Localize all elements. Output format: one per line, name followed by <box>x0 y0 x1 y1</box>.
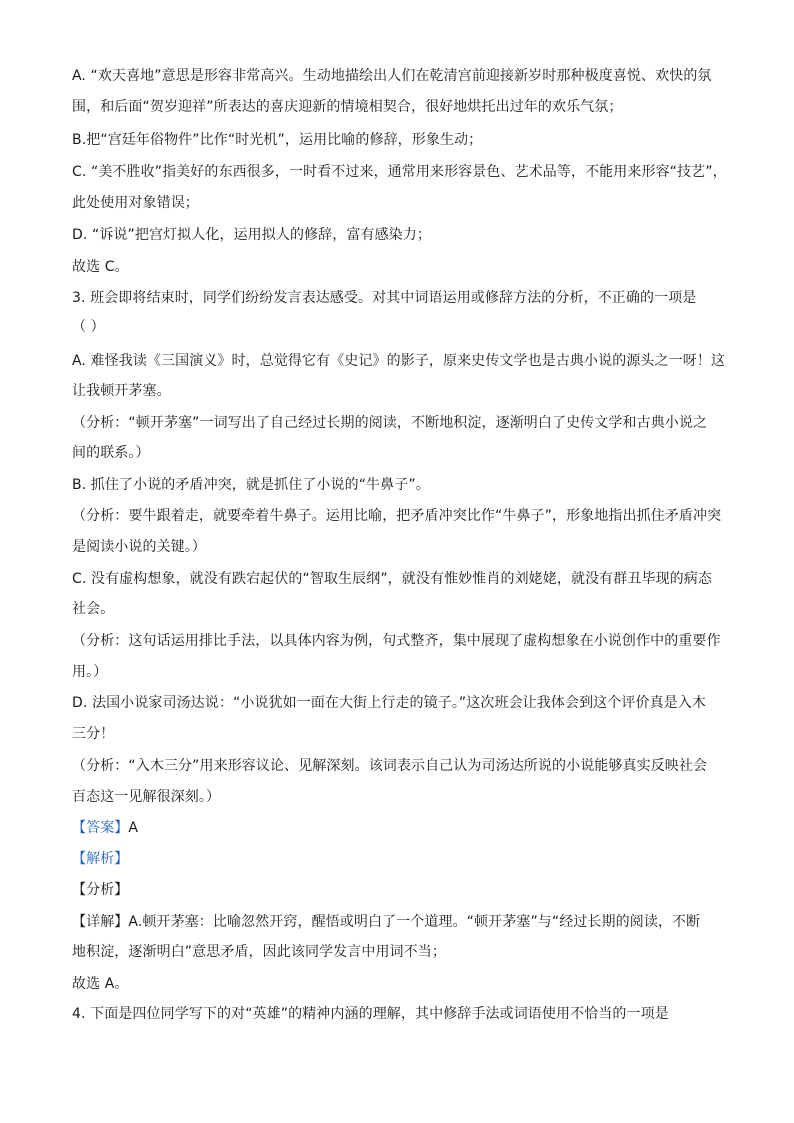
text-line: 三分！ <box>72 726 115 742</box>
text-line: 间的联系。） <box>72 445 150 461</box>
conclusion-line: 故选 A。 <box>72 976 129 992</box>
detail-text: A.顿开茅塞：比喻忽然开窍，醒悟或明白了一个道理。“顿开茅塞”与“经过长期的阅读，不断 <box>128 914 701 930</box>
option-a: A. 难怪我读《三国演义》时，总觉得它有《史记》的影子，原来史传文学也是古典小说的源头之一呀！这 <box>72 353 726 369</box>
question-4-stem: 4. 下面是四位同学写下的对“英雄”的精神内涵的理解，其中修辞手法或词语使用不恰当的一项是 <box>72 1006 669 1022</box>
text-line: D. “诉说”把宫灯拟人化，运用拟人的修辞，富有感染力； <box>72 227 431 243</box>
text-line: 是阅读小说的关键。） <box>72 539 206 555</box>
detail-tag: 【详解】 <box>72 914 129 930</box>
option-c: C. 没有虚构想象，就没有跌宕起伏的“智取生辰纲”，就没有惟妙惟肖的刘姥姥，就没有群丑毕现的病态 <box>72 571 712 587</box>
text-line: B.把“宫廷年俗物件”比作“时光机”，运用比喻的修辞，形象生动； <box>72 132 483 148</box>
question-3-stem: 3. 班会即将结束时，同学们纷纷发言表达感受。对其中词语运用或修辞方法的分析，不正确的一项是 <box>72 290 697 306</box>
fenxi-line <box>72 880 128 900</box>
answer-value: A <box>128 820 139 836</box>
option-d: D. 法国小说家司汤达说：“小说犹如一面在大街上行走的镜子。”这次班会让我体会到这个评价真是入木 <box>72 695 706 711</box>
text-line: 围，和后面“贺岁迎祥”所表达的喜庆迎新的情境相契合，很好地烘托出过年的欢乐气氛； <box>72 99 623 115</box>
text-line: C. “美不胜收”指美好的东西很多，一时看不过来，通常用来形容景色、艺术品等，不能用来形容“技艺”， <box>72 164 727 180</box>
detail-line <box>72 912 700 932</box>
text-line: （分析：“入木三分”用来形容议论、见解深刻。该词表示自己认为司汤达所说的小说能够真实反映社会 <box>72 758 708 774</box>
text-line: 社会。 <box>72 601 115 617</box>
option-b: B. 抓住了小说的矛盾冲突，就是抓住了小说的“牛鼻子”。 <box>72 477 430 493</box>
text-line: （分析：这句话运用排比手法，以具体内容为例，句式整齐，集中展现了虚构想象在小说创作中的重要作 <box>72 633 721 649</box>
text-line: A. “欢天喜地”意思是形容非常高兴。生动地描绘出人们在乾清宫前迎接新岁时那种极度喜悦、欢快的氛 <box>72 68 712 84</box>
text-line: 此处使用对象错误； <box>72 195 199 211</box>
analysis-tag: 【解析】 <box>72 851 129 867</box>
analysis-line <box>72 849 128 869</box>
fenxi-tag: 【分析】 <box>72 882 129 898</box>
answer-line <box>72 818 138 838</box>
answer-tag: 【答案】 <box>72 820 129 836</box>
text-line: （分析：“顿开茅塞”一词写出了自己经过长期的阅读，不断地积淀，逐渐明白了史传文学和古典小说之 <box>72 415 708 431</box>
text-line: （分析：要牛跟着走，就要牵着牛鼻子。运用比喻，把矛盾冲突比作“牛鼻子”，形象地指出抓住矛盾冲突 <box>72 508 722 524</box>
answer-blank: （ ） <box>72 319 105 335</box>
text-line: 让我顿开茅塞。 <box>72 383 171 399</box>
text-line: 用。） <box>72 664 108 680</box>
text-line: 故选 C。 <box>72 259 129 275</box>
text-line: 百态这一见解很深刻。） <box>72 789 221 805</box>
detail-line-2: 地积淀，逐渐明白”意思矛盾，因此该同学发言中用词不当； <box>72 944 446 960</box>
